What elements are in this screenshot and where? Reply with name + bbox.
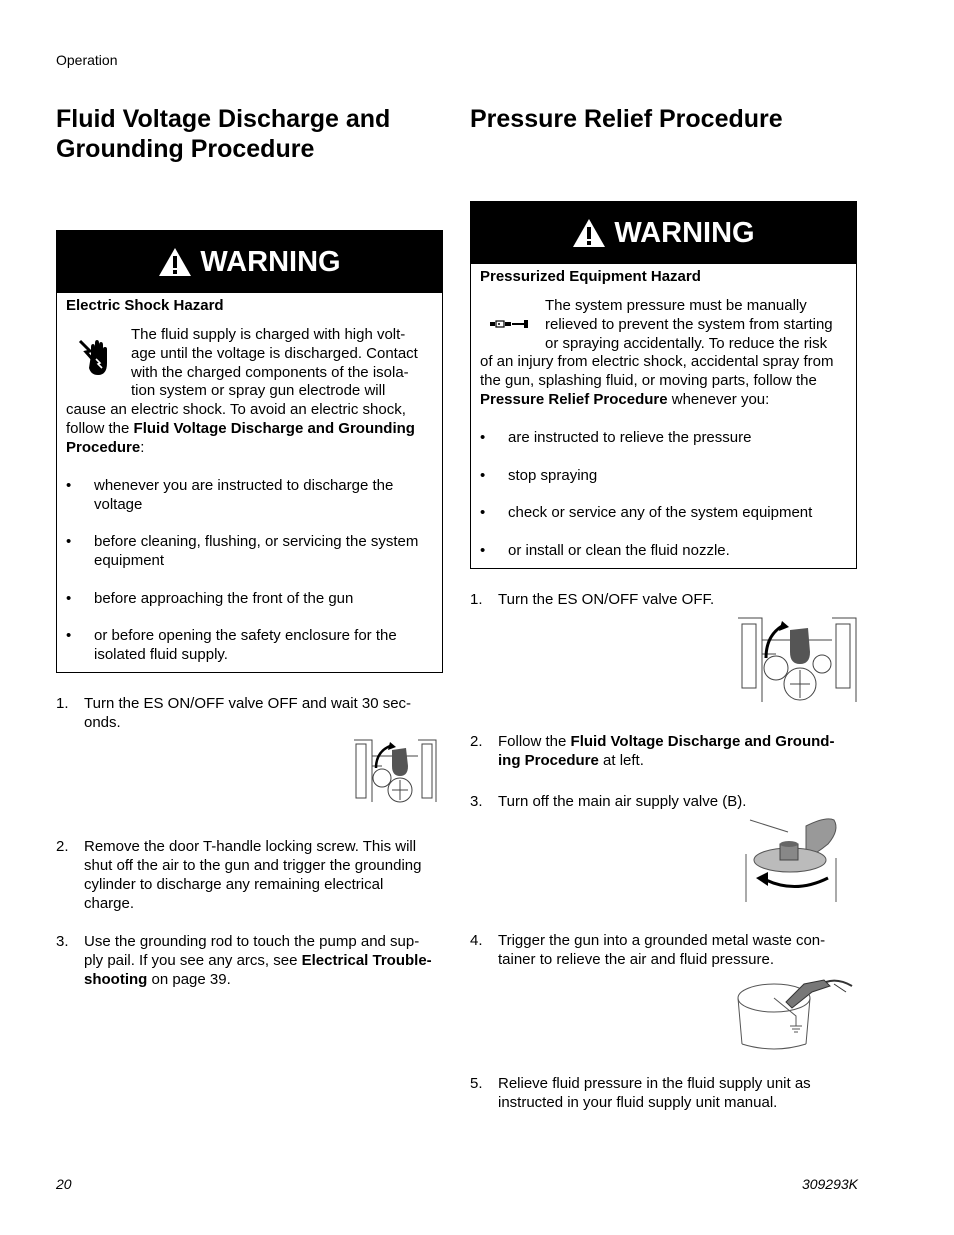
electric-shock-warning-box: WARNING Electric Shock Hazard The fluid supply is charged with high volt- age until the voltage is discharged. Contact with the charged components of the isola- tion system or spray gun electrode will cause an electric shock. To avoid an electric shock, follow the Fluid Voltage Discharge and Grounding Procedure: • whenever you are instructed to discharge the voltage • before cleaning, flushing, or servicing the system equipment • before approaching the front of the gun • or before opening the safety enclosure for the isolated fluid supply. (56, 230, 443, 673)
hazard-title: Pressurized Equipment Hazard (480, 268, 701, 285)
running-header: Operation (56, 52, 118, 68)
pressure-relief-bullet-list (480, 428, 852, 560)
list-item: • stop spraying (480, 466, 852, 504)
electric-shock-bullet-list (66, 476, 436, 664)
spray-gun-icon (488, 317, 530, 331)
list-item: • or install or clean the fluid nozzle. (480, 541, 852, 560)
electric-shock-hand-icon (77, 337, 111, 379)
list-item: • are instructed to relieve the pressure (480, 428, 852, 466)
list-item: • before cleaning, flushing, or servicing the system equipment (66, 532, 436, 589)
warning-triangle-icon (572, 218, 606, 248)
list-item: • or before opening the safety enclosure for the isolated fluid supply. (66, 626, 436, 664)
page-number: 20 (56, 1176, 72, 1192)
list-item: • whenever you are instructed to discharge the voltage (66, 476, 436, 532)
warning-triangle-icon (158, 247, 192, 277)
main-air-supply-valve-illustration (736, 814, 862, 906)
list-item: • before approaching the front of the gun (66, 589, 436, 626)
trigger-gun-into-container-illustration (734, 974, 856, 1054)
es-valve-illustration (736, 612, 858, 712)
hazard-title: Electric Shock Hazard (66, 297, 224, 314)
warning-header: WARNING (57, 231, 442, 293)
list-item: • check or service any of the system equipment (480, 503, 852, 541)
pressurized-equipment-warning-box: WARNING Pressurized Equipment Hazard The system pressure must be manually relieved to prevent the system from starting or spraying accidentally. To reduce the risk of an injury from electric shock, accidental spray from the gun, splashing fluid, or moving parts, follow the Pressure Relief Procedure whenever you: • are instructed to relieve the pressure • stop spraying • check or service any of the system equipment • or install or clean the fluid nozzle. (470, 201, 857, 569)
warning-header: WARNING (471, 202, 856, 264)
left-steps: 1. Turn the ES ON/OFF valve OFF and wait 30 sec- onds. 2. Remove the door T-handle locking screw. This will shut off the air to the gun and trigger the grounding cylinder to discharge any remaining electrical charge. 3. Use the grounding rod to touch the pump and sup- ply pail. If you see any arcs, see Electrical Trouble- shooting on page 39. (56, 695, 432, 988)
document-number: 309293K (801, 1176, 858, 1192)
left-section-title: Fluid Voltage Discharge and Grounding Procedure (56, 105, 391, 163)
right-section-title: Pressure Relief Procedure (470, 105, 783, 133)
es-valve-illustration (352, 736, 438, 808)
right-steps: 1. Turn the ES ON/OFF valve OFF. 2. Follow the Fluid Voltage Discharge and Ground- ing Procedure at left. 3. Turn off the main air supply valve (B). 4. Trigger the gun into a grounded metal waste con- tainer to relieve the air and fluid pressure. 5. Relieve fluid pressure in the fluid supply unit as instructed in your fluid supply unit manual. (470, 591, 835, 1111)
